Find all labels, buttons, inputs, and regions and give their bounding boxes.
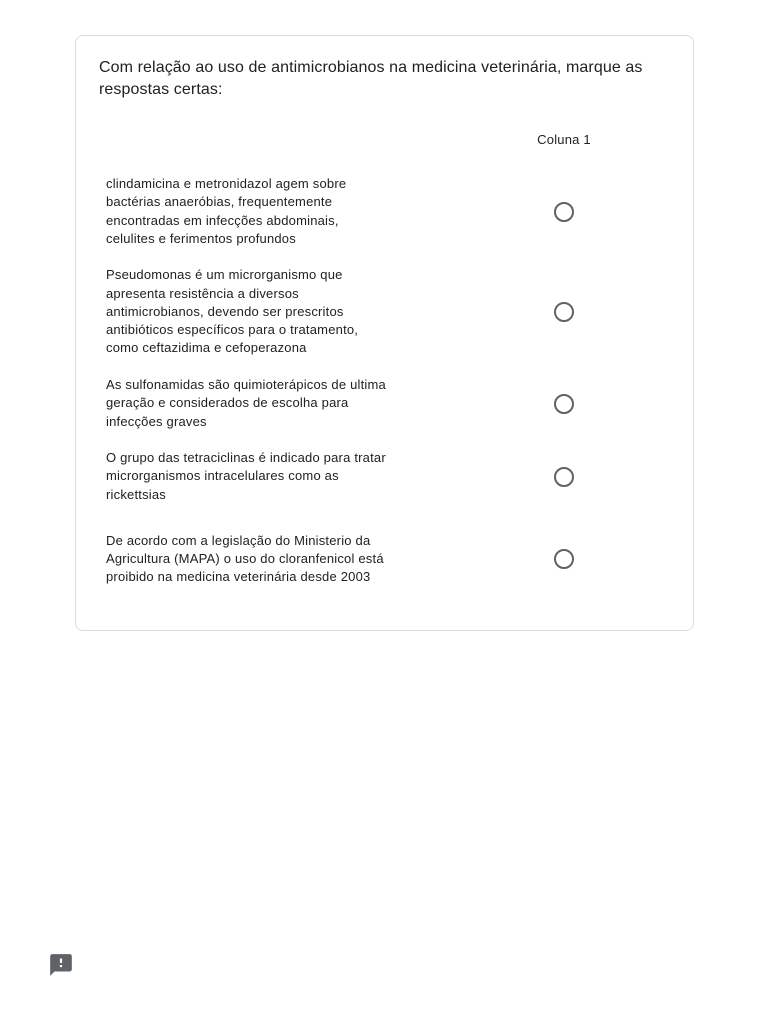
grid-row <box>106 367 666 440</box>
grid-row <box>106 166 666 257</box>
grid-row <box>106 257 666 367</box>
question-title: Com relação ao uso de antimicrobianos na medicina veterinária, marque as respostas certas: <box>99 59 643 98</box>
radio-button[interactable] <box>554 394 574 414</box>
choice-grid <box>106 128 666 605</box>
row-label: clindamicina e metronidazol agem sobre bactérias anaeróbias, frequentemente encontradas em infecções abdominais, celulites e ferimentos profundos <box>106 176 347 246</box>
row-label: O grupo das tetraciclinas é indicado para tratar microrganismos intracelulares como as rickettsias <box>106 450 386 502</box>
radio-cell <box>504 166 624 257</box>
radio-button[interactable] <box>554 302 574 322</box>
radio-button[interactable] <box>554 467 574 487</box>
radio-cell <box>504 257 624 367</box>
column-header: Coluna 1 <box>537 132 591 147</box>
question-card <box>75 35 694 631</box>
row-label: De acordo com a legislação do Ministerio da Agricultura (MAPA) o uso do cloranfenicol está proibido na medicina veterinária desde 2003 <box>106 532 384 585</box>
row-label: Pseudomonas é um microrganismo que apresenta resistência a diversos antimicrobianos, devendo ser prescritos antibióticos específicos para o tratamento, como ceftazidima e cefoperazona <box>106 267 359 356</box>
grid-header <box>106 128 666 166</box>
radio-button[interactable] <box>554 549 574 569</box>
radio-cell <box>504 367 624 440</box>
report-feedback-button[interactable] <box>48 952 74 978</box>
row-label: As sulfonamidas são quimioterápicos de ultima geração e considerados de escolha para infecções graves <box>106 377 386 429</box>
grid-row <box>106 513 666 605</box>
grid-row <box>106 440 666 513</box>
radio-cell <box>504 440 624 513</box>
radio-button[interactable] <box>554 202 574 222</box>
report-feedback-icon <box>48 952 74 978</box>
radio-cell <box>504 513 624 605</box>
